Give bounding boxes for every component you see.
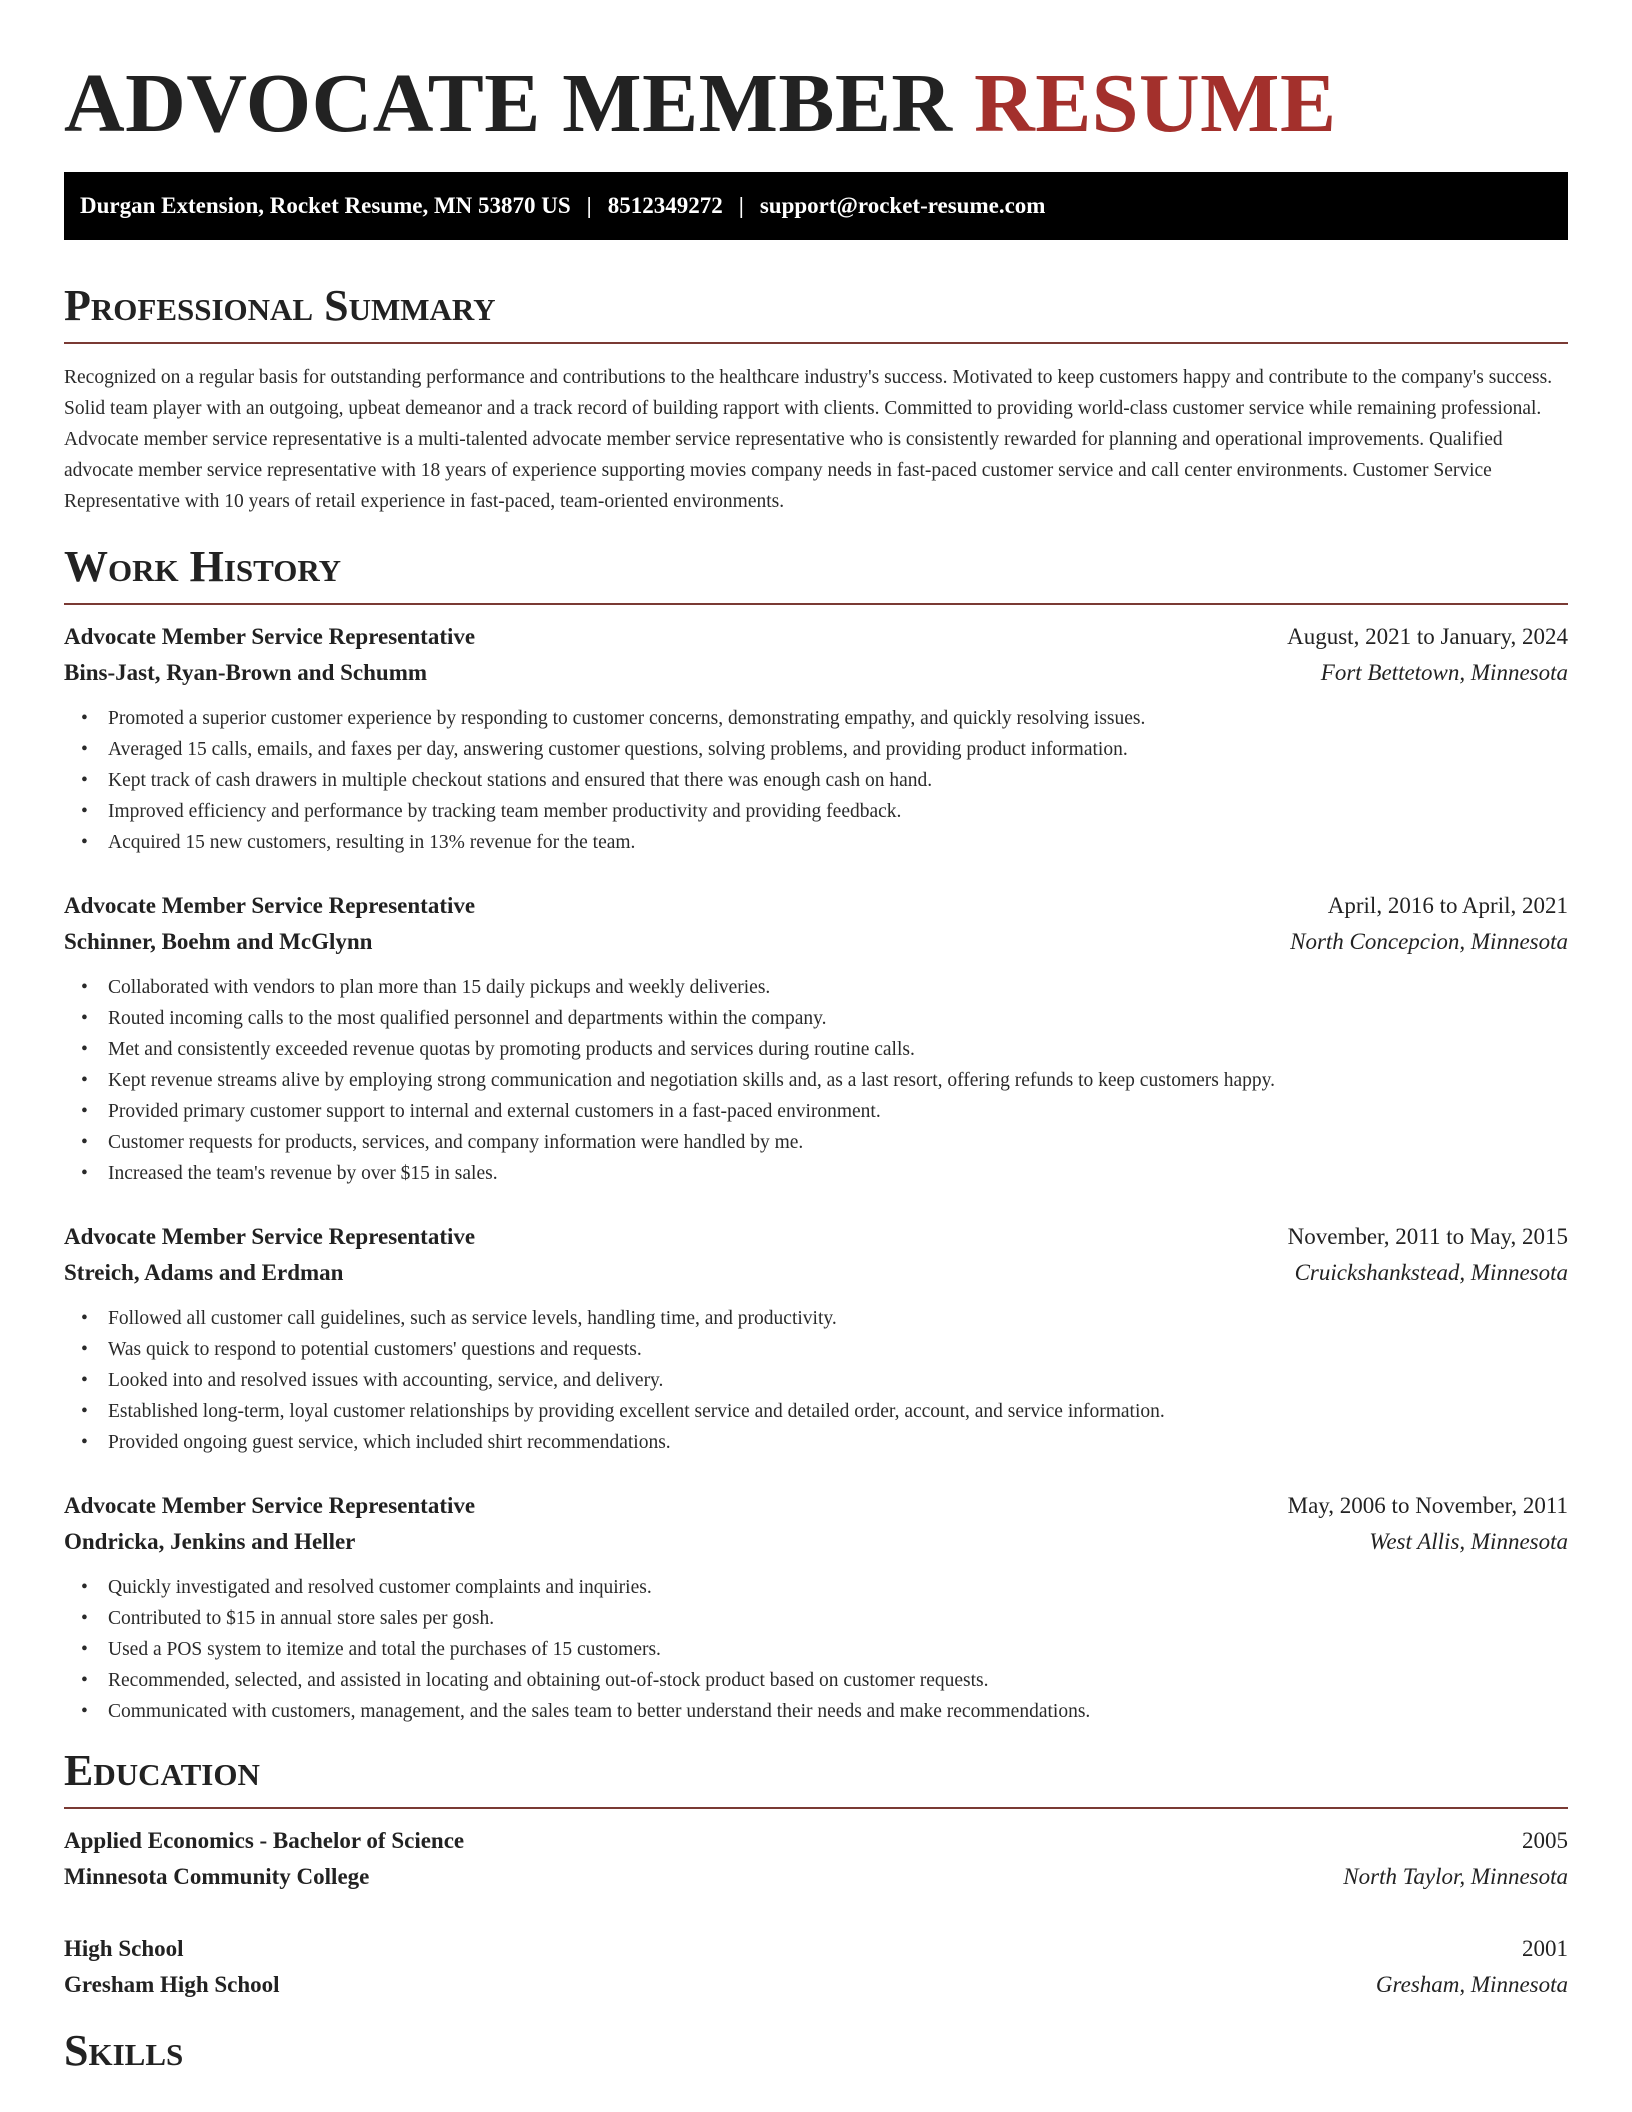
contact-separator: | <box>586 193 592 218</box>
job-location: Fort Bettetown, Minnesota <box>1320 660 1568 685</box>
job-bullet-text: Met and consistently exceeded revenue quotas by promoting products and services during routine calls. <box>108 1039 915 1060</box>
contact-email: support@rocket-resume.com <box>759 193 1046 218</box>
education-year: 2001 <box>1522 1936 1568 1961</box>
bullet-dot-icon: • <box>81 801 88 822</box>
job-bullet <box>64 972 1568 1003</box>
job-bullet <box>64 703 1568 734</box>
job-company-row <box>64 655 1568 691</box>
summary-text: Recognized on a regular basis for outstanding performance and contributions to the healthcare industry's success. Motivated to keep customers happy and contribute to the company's success. Solid team player with an outgoing, upbeat demeanor and a track record of building rapport with clients. Committed to providing world-class customer service while remaining professional. Advocate member service representative is a multi-talented advocate member service representative who is consistently rewarded for planning and operational improvements. Qualified advocate member service representative with 18 years of experience supporting movies company needs in fast-paced customer service and call center environments. Customer Service Representative with 10 years of retail experience in fast-paced, team-oriented environments. <box>64 367 1553 512</box>
bullet-dot-icon: • <box>81 1308 88 1329</box>
job-bullet <box>64 1634 1568 1665</box>
job-header-row <box>64 619 1568 655</box>
bullet-dot-icon: • <box>81 1432 88 1453</box>
job-company-row <box>64 1524 1568 1560</box>
bullet-dot-icon: • <box>81 1132 88 1153</box>
job-bullet <box>64 765 1568 796</box>
job-company-row <box>64 1255 1568 1291</box>
contact-phone: 8512349272 <box>607 193 723 218</box>
job-bullet-text: Looked into and resolved issues with accounting, service, and delivery. <box>108 1370 664 1391</box>
education-year: 2005 <box>1522 1828 1568 1853</box>
job-bullet <box>64 1127 1568 1158</box>
job-bullet <box>64 1572 1568 1603</box>
job-company: Streich, Adams and Erdman <box>64 1260 344 1285</box>
job-bullet-text: Used a POS system to itemize and total the purchases of 15 customers. <box>108 1639 661 1660</box>
job-title: Advocate Member Service Representative <box>64 1224 476 1249</box>
bullet-dot-icon: • <box>81 1163 88 1184</box>
education-degree: High School <box>64 1936 184 1961</box>
job-company-row <box>64 924 1568 960</box>
job-title: Advocate Member Service Representative <box>64 624 476 649</box>
job-bullet-text: Acquired 15 new customers, resulting in 13% revenue for the team. <box>108 832 636 853</box>
skills-heading: Skills <box>64 2026 184 2075</box>
job-dates: November, 2011 to May, 2015 <box>1287 1224 1568 1249</box>
bullet-dot-icon: • <box>81 1608 88 1629</box>
education-location: North Taylor, Minnesota <box>1343 1864 1568 1889</box>
job-bullet-text: Routed incoming calls to the most qualified personnel and departments within the company. <box>108 1008 827 1029</box>
education-list <box>64 1823 1568 2003</box>
title-accent: RESUME <box>974 57 1337 150</box>
job-bullet <box>64 1003 1568 1034</box>
job-bullet-text: Provided ongoing guest service, which included shirt recommendations. <box>108 1432 671 1453</box>
job-bullet-list <box>64 972 1568 1189</box>
job-bullet <box>64 1696 1568 1727</box>
work-history-list <box>64 619 1568 1727</box>
job-header-row <box>64 888 1568 924</box>
education-heading: Education <box>64 1745 1568 1809</box>
bullet-dot-icon: • <box>81 1701 88 1722</box>
job-bullet-text: Promoted a superior customer experience by responding to customer concerns, demonstrating empathy, and quickly resolving issues. <box>108 708 1146 729</box>
education-school: Minnesota Community College <box>64 1864 370 1889</box>
job-location: West Allis, Minnesota <box>1369 1529 1568 1554</box>
job-bullet-text: Recommended, selected, and assisted in locating and obtaining out-of-stock product based on customer requests. <box>108 1670 989 1691</box>
job-bullet-text: Averaged 15 calls, emails, and faxes per day, answering customer questions, solving problems, and providing product information. <box>108 739 1128 760</box>
job-bullet-text: Collaborated with vendors to plan more than 15 daily pickups and weekly deliveries. <box>108 977 771 998</box>
bullet-dot-icon: • <box>81 1070 88 1091</box>
job-bullet-list <box>64 1572 1568 1727</box>
job-bullet <box>64 796 1568 827</box>
contact-separator: | <box>738 193 744 218</box>
education-header-row <box>64 1823 1568 1859</box>
bullet-dot-icon: • <box>81 739 88 760</box>
title-main: ADVOCATE MEMBER <box>64 57 953 150</box>
job-bullet-text: Established long-term, loyal customer relationships by providing excellent service and detailed order, account, and service information. <box>108 1401 1165 1422</box>
bullet-dot-icon: • <box>81 1039 88 1060</box>
education-school: Gresham High School <box>64 1972 280 1997</box>
job-bullet <box>64 1096 1568 1127</box>
job-bullet-text: Communicated with customers, management, and the sales team to better understand their needs and make recommendations. <box>108 1701 1091 1722</box>
job-company: Ondricka, Jenkins and Heller <box>64 1529 356 1554</box>
bullet-dot-icon: • <box>81 832 88 853</box>
job-bullet-list <box>64 1303 1568 1458</box>
education-header-row <box>64 1931 1568 1967</box>
bullet-dot-icon: • <box>81 1370 88 1391</box>
bullet-dot-icon: • <box>81 1577 88 1598</box>
job-location: North Concepcion, Minnesota <box>1290 929 1568 954</box>
job-bullet-text: Was quick to respond to potential customers' questions and requests. <box>108 1339 642 1360</box>
job-bullet <box>64 1396 1568 1427</box>
job-bullet <box>64 1334 1568 1365</box>
job-company: Bins-Jast, Ryan-Brown and Schumm <box>64 660 428 685</box>
job-entry <box>64 1488 1568 1727</box>
job-header-row <box>64 1219 1568 1255</box>
job-bullet <box>64 1603 1568 1634</box>
job-bullet <box>64 1427 1568 1458</box>
education-location: Gresham, Minnesota <box>1375 1972 1568 1997</box>
job-entry <box>64 1219 1568 1458</box>
job-bullet <box>64 827 1568 858</box>
contact-bar <box>64 172 1568 240</box>
contact-address: Durgan Extension, Rocket Resume, MN 53870 US <box>80 193 571 218</box>
bullet-dot-icon: • <box>81 1101 88 1122</box>
job-bullet-text: Followed all customer call guidelines, such as service levels, handling time, and productivity. <box>108 1308 837 1329</box>
job-bullet <box>64 734 1568 765</box>
summary-heading: Professional Summary <box>64 280 1568 344</box>
job-bullet <box>64 1158 1568 1189</box>
bullet-dot-icon: • <box>81 1639 88 1660</box>
job-bullet-list <box>64 703 1568 858</box>
bullet-dot-icon: • <box>81 770 88 791</box>
bullet-dot-icon: • <box>81 1008 88 1029</box>
job-dates: May, 2006 to November, 2011 <box>1287 1493 1568 1518</box>
job-location: Cruickshankstead, Minnesota <box>1294 1260 1568 1285</box>
job-bullet <box>64 1365 1568 1396</box>
job-bullet <box>64 1665 1568 1696</box>
resume-page <box>64 0 1568 2087</box>
bullet-dot-icon: • <box>81 1401 88 1422</box>
bullet-dot-icon: • <box>81 1339 88 1360</box>
job-dates: August, 2021 to January, 2024 <box>1287 624 1568 649</box>
job-bullet <box>64 1303 1568 1334</box>
job-bullet-text: Provided primary customer support to internal and external customers in a fast-paced environment. <box>108 1101 881 1122</box>
work-history-heading: Work History <box>64 541 1568 605</box>
education-entry <box>64 1931 1568 2003</box>
job-title: Advocate Member Service Representative <box>64 1493 476 1518</box>
job-bullet <box>64 1034 1568 1065</box>
job-header-row <box>64 1488 1568 1524</box>
job-company: Schinner, Boehm and McGlynn <box>64 929 373 954</box>
job-entry <box>64 619 1568 858</box>
education-school-row <box>64 1859 1568 1895</box>
bullet-dot-icon: • <box>81 708 88 729</box>
resume-title <box>64 56 1568 152</box>
job-entry <box>64 888 1568 1189</box>
job-bullet-text: Increased the team's revenue by over $15 in sales. <box>108 1163 498 1184</box>
job-bullet-text: Quickly investigated and resolved customer complaints and inquiries. <box>108 1577 652 1598</box>
job-title: Advocate Member Service Representative <box>64 893 476 918</box>
job-bullet-text: Customer requests for products, services, and company information were handled by me. <box>108 1132 804 1153</box>
job-dates: April, 2016 to April, 2021 <box>1327 893 1568 918</box>
bullet-dot-icon: • <box>81 977 88 998</box>
bullet-dot-icon: • <box>81 1670 88 1691</box>
job-bullet-text: Improved efficiency and performance by tracking team member productivity and providing feedback. <box>108 801 902 822</box>
education-entry <box>64 1823 1568 1895</box>
job-bullet-text: Kept track of cash drawers in multiple checkout stations and ensured that there was enough cash on hand. <box>108 770 933 791</box>
job-bullet <box>64 1065 1568 1096</box>
education-school-row <box>64 1967 1568 2003</box>
job-bullet-text: Contributed to $15 in annual store sales per gosh. <box>108 1608 495 1629</box>
job-bullet-text: Kept revenue streams alive by employing strong communication and negotiation skills and, as a last resort, offering refunds to keep customers happy. <box>108 1070 1276 1091</box>
education-degree: Applied Economics - Bachelor of Science <box>64 1828 465 1853</box>
